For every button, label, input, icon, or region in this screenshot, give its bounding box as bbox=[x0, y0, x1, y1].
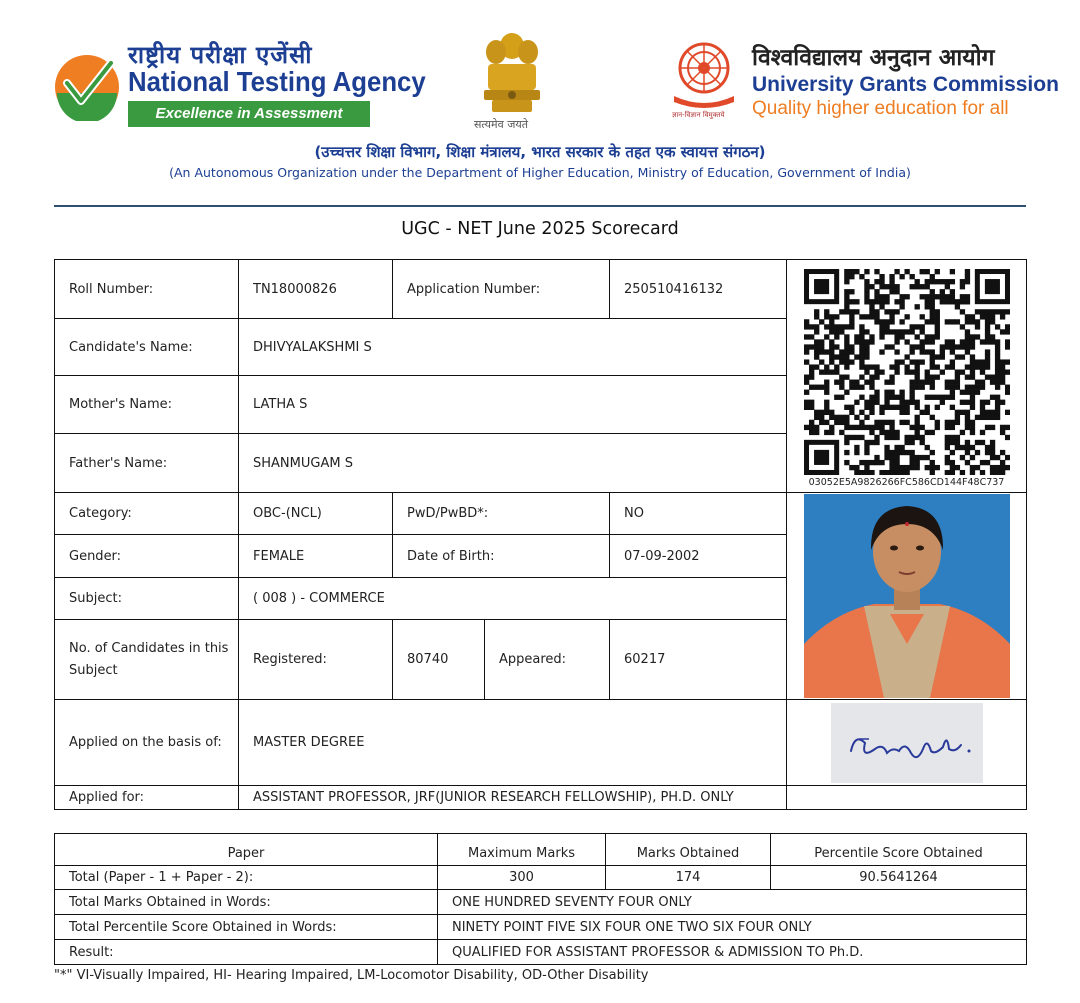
ugc-tagline: Quality higher education for all bbox=[752, 98, 1009, 119]
col-marks-obtained-header: Marks Obtained bbox=[606, 834, 771, 866]
result-label: Result: bbox=[55, 940, 438, 965]
col-paper-header: Paper bbox=[55, 834, 438, 866]
candidate-name-value: DHIVYALAKSHMI S bbox=[239, 319, 787, 376]
category-value: OBC-(NCL) bbox=[239, 493, 393, 535]
nta-tagline: Excellence in Assessment bbox=[128, 101, 370, 127]
gender-value: FEMALE bbox=[239, 535, 393, 578]
applied-for-empty bbox=[787, 786, 1027, 810]
disability-footnote: "*" VI-Visually Impaired, HI- Hearing Impaired, LM-Locomotor Disability, OD-Other Disability bbox=[54, 968, 649, 983]
total-max-marks: 300 bbox=[438, 866, 606, 890]
candidates-count-label: No. of Candidates in this Subject bbox=[55, 620, 239, 700]
ugc-hindi-name: विश्वविद्यालय अनुदान आयोग bbox=[752, 45, 995, 71]
organization-hindi: (उच्चत्तर शिक्षा विभाग, शिक्षा मंत्रालय, भारत सरकार के तहत एक स्वायत्त संगठन) bbox=[314, 143, 766, 161]
gender-label: Gender: bbox=[55, 535, 239, 578]
applied-basis-label: Applied on the basis of: bbox=[55, 700, 239, 786]
application-number-value: 250510416132 bbox=[610, 260, 787, 319]
roll-number-value: TN18000826 bbox=[239, 260, 393, 319]
ashoka-emblem-icon bbox=[474, 28, 550, 116]
percentile-words-value: NINETY POINT FIVE SIX FOUR ONE TWO SIX FOUR ONLY bbox=[438, 915, 1027, 940]
percentile-words-row bbox=[55, 915, 1027, 940]
nta-hindi-name: राष्ट्रीय परीक्षा एजेंसी bbox=[128, 41, 313, 69]
pwd-value: NO bbox=[610, 493, 787, 535]
candidate-name-label: Candidate's Name: bbox=[55, 319, 239, 376]
marks-total-row bbox=[55, 866, 1027, 890]
dob-label: Date of Birth: bbox=[393, 535, 610, 578]
ugc-logo-caption: ज्ञान-विज्ञान विमुक्तये bbox=[672, 111, 725, 119]
organization-english: (An Autonomous Organization under the Department of Higher Education, Ministry of Education, Government of India) bbox=[169, 165, 911, 180]
result-value: QUALIFIED FOR ASSISTANT PROFESSOR & ADMISSION TO Ph.D. bbox=[438, 940, 1027, 965]
scorecard-title: UGC - NET June 2025 Scorecard bbox=[401, 219, 679, 239]
ugc-english-name: University Grants Commission bbox=[752, 73, 1059, 96]
nta-logo-icon bbox=[53, 53, 121, 121]
row-roll-number bbox=[55, 260, 1027, 319]
candidate-signature bbox=[831, 703, 983, 783]
candidate-photo bbox=[804, 494, 1010, 698]
applied-basis-value: MASTER DEGREE bbox=[239, 700, 787, 786]
dob-value: 07-09-2002 bbox=[610, 535, 787, 578]
application-number-label: Application Number: bbox=[393, 260, 610, 319]
father-name-label: Father's Name: bbox=[55, 434, 239, 493]
qr-code-cell bbox=[787, 260, 1027, 493]
percentile-words-label: Total Percentile Score Obtained in Words: bbox=[55, 915, 438, 940]
marks-words-value: ONE HUNDRED SEVENTY FOUR ONLY bbox=[438, 890, 1027, 915]
emblem-motto: सत्यमेव जयते bbox=[474, 118, 529, 131]
total-marks-obtained: 174 bbox=[606, 866, 771, 890]
registered-value: 80740 bbox=[393, 620, 485, 700]
roll-number-label: Roll Number: bbox=[55, 260, 239, 319]
qr-code-text: 03052E5A9826266FC586CD144F48C737 bbox=[808, 476, 1005, 488]
marks-words-row bbox=[55, 890, 1027, 915]
result-row bbox=[55, 940, 1027, 965]
subject-value: ( 008 ) - COMMERCE bbox=[239, 578, 787, 620]
applied-for-label: Applied for: bbox=[55, 786, 239, 810]
col-percentile-header: Percentile Score Obtained bbox=[771, 834, 1027, 866]
ugc-logo-icon bbox=[668, 40, 740, 112]
total-percentile: 90.5641264 bbox=[771, 866, 1027, 890]
mother-name-value: LATHA S bbox=[239, 376, 787, 434]
category-label: Category: bbox=[55, 493, 239, 535]
row-applied-for bbox=[55, 786, 1027, 810]
qr-code-icon bbox=[804, 269, 1010, 475]
marks-table bbox=[54, 833, 1027, 965]
mother-name-label: Mother's Name: bbox=[55, 376, 239, 434]
applied-for-value: ASSISTANT PROFESSOR, JRF(JUNIOR RESEARCH FELLOWSHIP), PH.D. ONLY bbox=[239, 786, 787, 810]
total-label: Total (Paper - 1 + Paper - 2): bbox=[55, 866, 438, 890]
father-name-value: SHANMUGAM S bbox=[239, 434, 787, 493]
row-category bbox=[55, 493, 1027, 535]
marks-words-label: Total Marks Obtained in Words: bbox=[55, 890, 438, 915]
pwd-label: PwD/PwBD*: bbox=[393, 493, 610, 535]
row-applied-basis bbox=[55, 700, 1027, 786]
marks-header-row bbox=[55, 834, 1027, 866]
registered-label: Registered: bbox=[239, 620, 393, 700]
candidate-info-table bbox=[54, 259, 1027, 810]
nta-english-name: National Testing Agency bbox=[128, 66, 426, 97]
appeared-value: 60217 bbox=[610, 620, 787, 700]
col-max-marks-header: Maximum Marks bbox=[438, 834, 606, 866]
photo-cell bbox=[787, 493, 1027, 700]
signature-cell bbox=[787, 700, 1027, 786]
subject-label: Subject: bbox=[55, 578, 239, 620]
header-divider bbox=[54, 205, 1026, 207]
appeared-label: Appeared: bbox=[485, 620, 610, 700]
